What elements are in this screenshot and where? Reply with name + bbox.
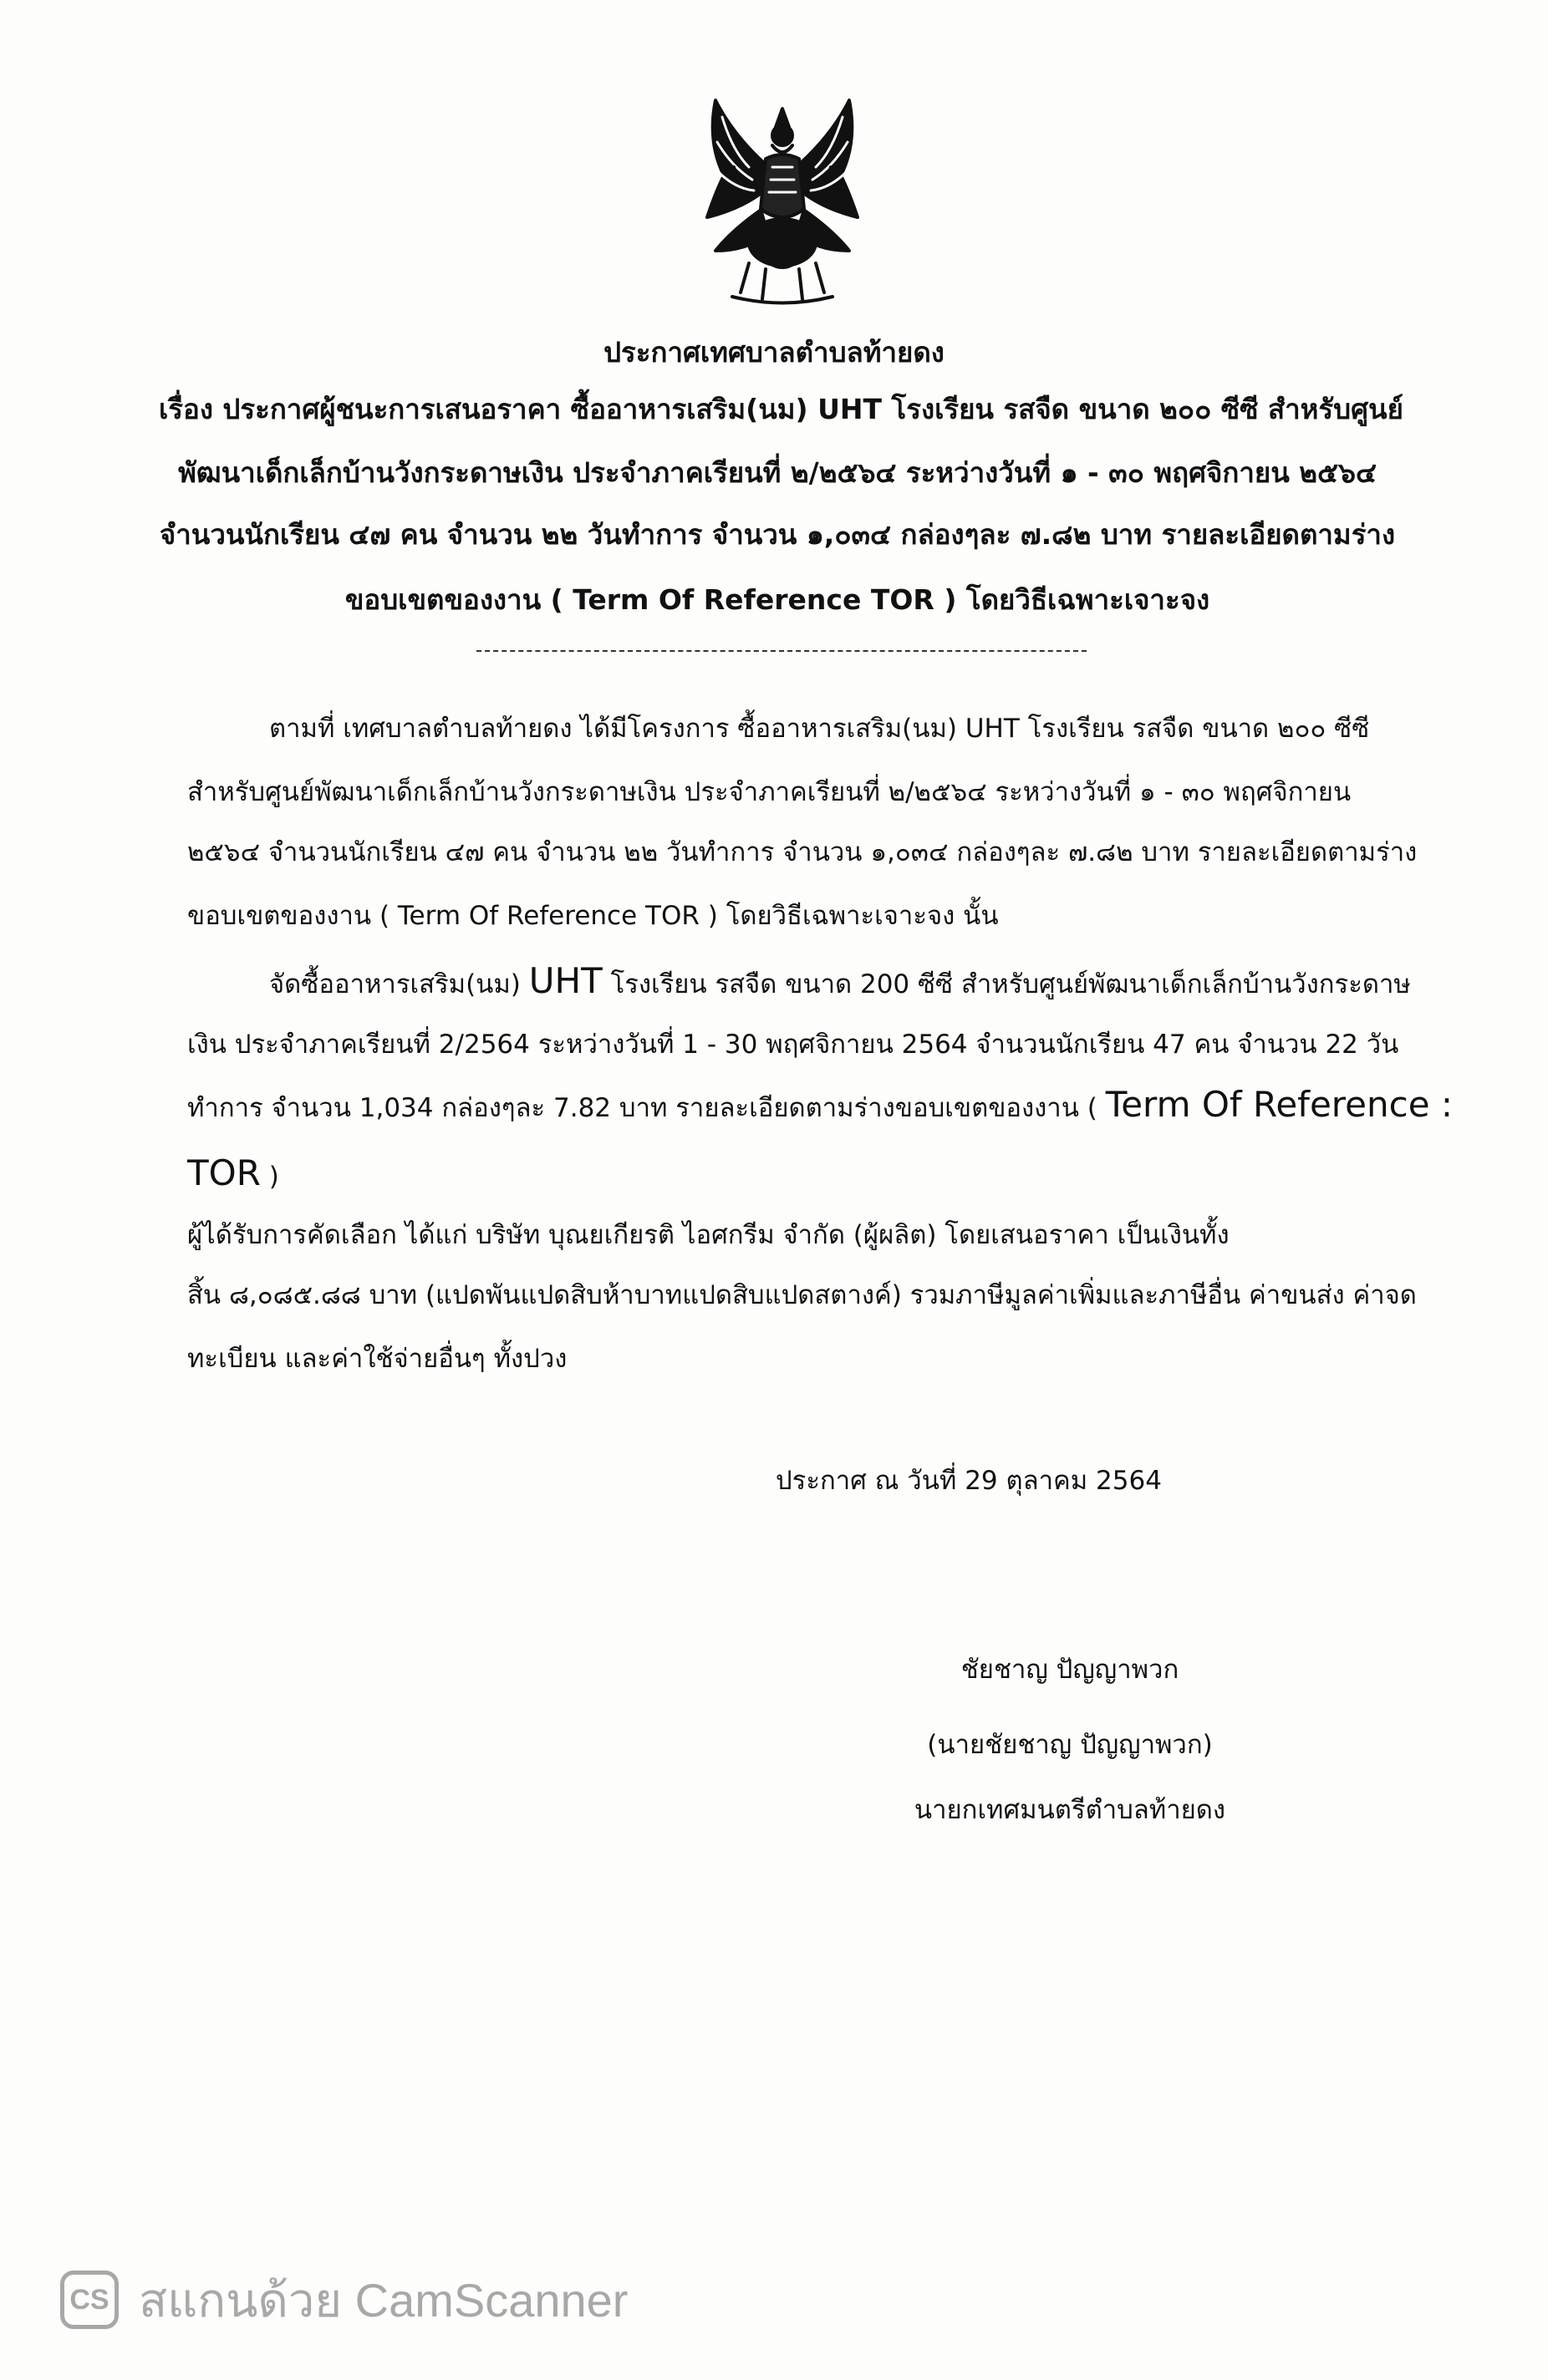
announce-date: ประกาศ ณ วันที่ 29 ตุลาคม 2564 xyxy=(776,1466,1162,1496)
subject-line-3: จำนวนนักเรียน ๔๗ คน จำนวน ๒๒ วันทำการ จำนวน ๑,๐๓๔ กล่องๆละ ๗.๘๒ บาท รายละเอียดตามร่าง xyxy=(159,518,1396,551)
para1-line-2: สำหรับศูนย์พัฒนาเด็กเล็กบ้านวังกระดาษเงิน ประจำภาคเรียนที่ ๒/๒๕๖๔ ระหว่างวันที่ ๑ - ๓๐ พฤศจิกายน xyxy=(187,777,1352,807)
para3-line-3: ทะเบียน และค่าใช้จ่ายอื่นๆ ทั้งปวง xyxy=(187,1344,568,1374)
signature-full-name: (นายชัยชาญ ปัญญาพวก) xyxy=(927,1730,1213,1760)
garuda-emblem-icon xyxy=(682,84,883,318)
para3-line-1: ผู้ได้รับการคัดเลือก ได้แก่ บริษัท บุณยเกียรติ ไอศกรีม จำกัด (ผู้ผลิต) โดยเสนอราคา เป็นเงินทั้ง xyxy=(187,1220,1230,1250)
watermark-text: สแกนด้วย CamScanner xyxy=(139,2273,629,2327)
para2-text: ทำการ จำนวน 1,034 กล่องๆละ 7.82 บาท รายละเอียดตามร่างขอบเขตของงาน ( xyxy=(187,1093,1106,1123)
camscanner-logo-icon: CS xyxy=(60,2271,119,2329)
subject-line-2: พัฒนาเด็กเล็กบ้านวังกระดาษเงิน ประจำภาคเรียนที่ ๒/๒๕๖๔ ระหว่างวันที่ ๑ - ๓๐ พฤศจิกายน ๒๕๖๔ xyxy=(178,456,1377,489)
para2-tor: TOR xyxy=(187,1152,261,1193)
para3-line-2: สิ้น ๘,๐๘๕.๘๘ บาท (แปดพันแปดสิบห้าบาทแปดสิบแปดสตางค์) รวมภาษีมูลค่าเพิ่มและภาษีอื่น ค่าขนส่ง ค่าจด xyxy=(187,1280,1417,1310)
subject-line-4: ขอบเขตของงาน ( Term Of Reference TOR ) โดยวิธีเฉพาะเจาะจง xyxy=(344,583,1210,616)
signature-name: ชัยชาญ ปัญญาพวก xyxy=(960,1655,1179,1685)
para2-line-1 xyxy=(269,960,1411,1001)
subject-line-1: เรื่อง ประกาศผู้ชนะการเสนอราคา ซื้ออาหารเสริม(นม) UHT โรงเรียน รสจืด ขนาด ๒๐๐ ซีซี สำหรับศูนย์ xyxy=(159,393,1403,425)
camscanner-watermark xyxy=(60,2266,628,2333)
para1-line-3: ๒๕๖๔ จำนวนนักเรียน ๔๗ คน จำนวน ๒๒ วันทำการ จำนวน ๑,๐๓๔ กล่องๆละ ๗.๘๒ บาท รายละเอียดตามร่าง xyxy=(187,837,1418,867)
para1-line-1: ตามที่ เทศบาลตำบลท้ายดง ได้มีโครงการ ซื้ออาหารเสริม(นม) UHT โรงเรียน รสจืด ขนาด ๒๐๐ ซีซี xyxy=(269,714,1370,744)
announcement-title: ประกาศเทศบาลตำบลท้ายดง xyxy=(603,336,945,369)
para2-line-3 xyxy=(187,1084,1454,1125)
para2-text: โรงเรียน รสจืด ขนาด 200 ซีซี สำหรับศูนย์พัฒนาเด็กเล็กบ้านวังกระดาษ xyxy=(602,969,1411,999)
divider-line xyxy=(476,650,1087,652)
para1-line-4: ขอบเขตของงาน ( Term Of Reference TOR ) โดยวิธีเฉพาะเจาะจง นั้น xyxy=(187,901,999,931)
para2-text: จัดซื้ออาหารเสริม(นม) xyxy=(269,969,529,999)
para2-tor-label: Term Of Reference : xyxy=(1105,1084,1454,1125)
para2-text: ) xyxy=(260,1162,279,1192)
para2-uht: UHT xyxy=(528,960,603,1001)
para2-line-4 xyxy=(187,1152,279,1193)
signature-position: นายกเทศมนตรีตำบลท้ายดง xyxy=(914,1795,1226,1825)
para2-line-2: เงิน ประจำภาคเรียนที่ 2/2564 ระหว่างวันที่ 1 - 30 พฤศจิกายน 2564 จำนวนนักเรียน 47 คน จำนวน 22 วัน xyxy=(187,1030,1399,1060)
